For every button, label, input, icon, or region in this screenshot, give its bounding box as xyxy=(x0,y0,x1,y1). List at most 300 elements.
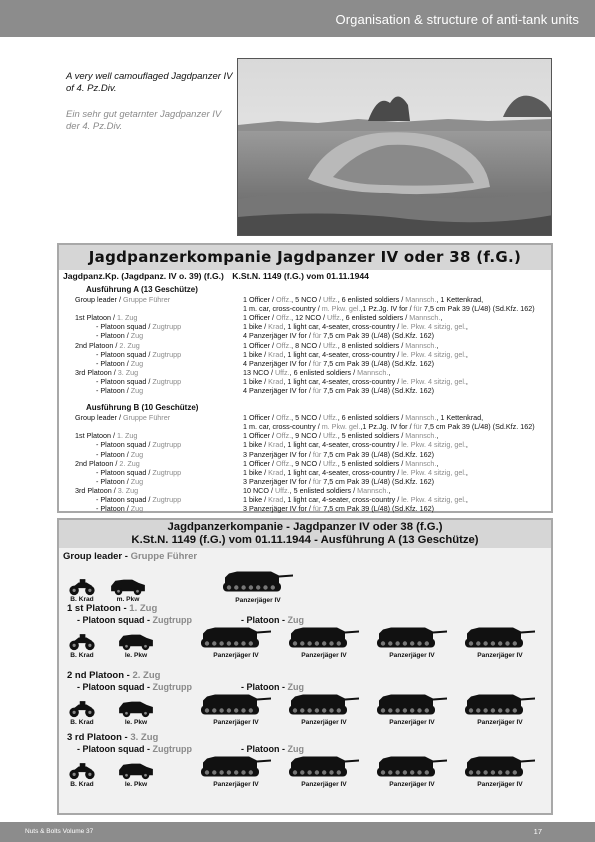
detail-segment: , 5 enlisted soldiers / xyxy=(337,458,406,468)
row-label xyxy=(75,413,170,422)
row-label-de: 3. Zug xyxy=(117,367,139,377)
camouflaged-jagdpanzer-photo xyxy=(237,58,552,236)
page-number: 17 xyxy=(533,827,542,836)
detail-segment: 1 bike / xyxy=(243,349,269,359)
table-row xyxy=(59,350,551,359)
detail-segment: , 12 NCO / xyxy=(291,313,328,323)
row-label-separator: / xyxy=(146,376,153,386)
detail-segment: Offz. xyxy=(276,431,292,441)
platoon-heading xyxy=(67,670,160,681)
detail-segment: , 8 enlisted soldiers / xyxy=(337,340,406,350)
row-label-de: 2. Zug xyxy=(119,340,140,350)
row-label-en: - Platoon xyxy=(96,449,125,459)
platoon-squad-label-de: Zugtrupp xyxy=(152,744,192,754)
detail-segment: Mannsch. xyxy=(357,367,389,377)
panzerjaeger-iv-icon xyxy=(221,566,295,601)
detail-segment: 1 bike / xyxy=(243,322,269,332)
row-label xyxy=(96,377,181,386)
row-label xyxy=(75,431,137,440)
detail-segment: für xyxy=(312,331,322,341)
row-label-de: 1. Zug xyxy=(116,431,138,441)
vehicle-label: B. Krad xyxy=(70,719,94,726)
row-detail xyxy=(243,477,434,486)
row-label xyxy=(96,359,143,368)
detail-segment: Offz. xyxy=(276,313,292,323)
detail-segment: 7,5 cm Pak 39 (L/48) (Sd.Kfz. 162) xyxy=(421,304,535,314)
vehicle-label: m. Pkw xyxy=(116,596,140,603)
table-row xyxy=(59,495,551,504)
detail-segment: m. Pkw. gel. xyxy=(321,304,361,314)
detail-segment: , 6 enlisted soldiers / xyxy=(337,295,406,304)
row-label xyxy=(75,459,140,468)
detail-segment: 1 Officer / xyxy=(243,458,277,468)
detail-segment: le. Pkw. 4 sitzig, gel. xyxy=(401,349,466,359)
detail-segment: Mannsch. xyxy=(405,413,437,423)
platoon-heading-en: 2 nd Platoon - xyxy=(67,670,133,681)
platoon-squad-label-de: Zugtrupp xyxy=(152,682,192,692)
detail-segment: 4 Panzerjäger IV for / xyxy=(243,358,313,368)
detail-segment: Krad xyxy=(268,440,284,450)
row-label-separator: / xyxy=(124,358,131,368)
row-detail xyxy=(243,431,438,440)
row-detail xyxy=(243,377,468,386)
row-label-en: - Platoon xyxy=(96,331,125,341)
platoon-heading xyxy=(67,732,158,743)
table-row xyxy=(59,504,551,513)
row-label xyxy=(96,450,143,459)
detail-segment: , 5 enlisted soldiers / xyxy=(337,431,406,441)
table-row xyxy=(59,377,551,386)
kstn-line xyxy=(63,271,375,281)
vehicle-label: Panzerjäger IV xyxy=(389,719,435,726)
detail-segment: , 6 enlisted soldiers / xyxy=(337,413,406,423)
row-label xyxy=(96,468,181,477)
row-detail xyxy=(243,322,468,331)
row-label-separator: / xyxy=(146,349,153,359)
row-label-separator: / xyxy=(124,449,131,459)
vehicle-label: le. Pkw xyxy=(124,652,148,659)
row-detail xyxy=(243,313,442,322)
organisation-table xyxy=(57,243,553,513)
detail-segment: Krad xyxy=(268,495,284,504)
detail-segment: , xyxy=(465,376,468,386)
detail-segment: Krad xyxy=(268,322,284,332)
detail-segment: 1 Officer / xyxy=(243,431,277,441)
row-label-de: Zugtrupp xyxy=(152,495,182,504)
row-label-de: Zug xyxy=(130,386,144,395)
row-label-de: Zug xyxy=(130,476,144,486)
detail-segment: Uffz. xyxy=(327,313,342,323)
photo-caption-english: A very well camouflaged Jagdpanzer IV of 4. Pz.Div. xyxy=(66,71,233,94)
group-leader-heading xyxy=(63,551,197,562)
detail-segment: für xyxy=(312,386,322,395)
row-label-de: Zugtrupp xyxy=(152,322,182,332)
detail-segment: , 1 Kettenkrad, xyxy=(436,413,484,423)
row-detail xyxy=(243,386,434,395)
detail-segment: ,1 Pz.Jg. IV for / xyxy=(360,304,414,314)
detail-segment: 7,5 cm Pak 39 (L/48) (Sd.Kfz. 162) xyxy=(421,422,535,432)
row-detail xyxy=(243,359,434,368)
row-label xyxy=(96,350,181,359)
row-label xyxy=(96,495,181,504)
platoon-label-de: Zug xyxy=(287,615,304,625)
detail-segment: , 6 enlisted soldiers / xyxy=(289,367,358,377)
vehicle-label: Panzerjäger IV xyxy=(389,652,435,659)
chart-title-line2: K.St.N. 1149 (f.G.) vom 01.11.1944 - Ausführung A (13 Geschütze) xyxy=(131,534,479,546)
table-row xyxy=(59,459,551,468)
detail-segment: , 9 NCO / xyxy=(291,431,324,441)
row-label xyxy=(96,322,181,331)
vehicle-label: Panzerjäger IV xyxy=(389,781,435,788)
platoon-squad-heading xyxy=(77,682,192,692)
table-row xyxy=(59,431,551,440)
vehicle-label: Panzerjäger IV xyxy=(301,652,347,659)
detail-segment: für xyxy=(312,358,322,368)
detail-segment: m. Pkw. gel. xyxy=(321,422,361,432)
row-detail xyxy=(243,422,535,431)
table-row xyxy=(59,295,551,304)
row-label-de: 2. Zug xyxy=(119,458,140,468)
row-label-separator: / xyxy=(124,476,131,486)
detail-segment: 1 bike / xyxy=(243,376,269,386)
row-detail xyxy=(243,440,468,449)
detail-segment: le. Pkw. 4 sitzig, gel. xyxy=(401,495,466,504)
detail-segment: 7,5 cm Pak 39 (L/48) (Sd.Kfz. 162) xyxy=(321,331,434,341)
row-label xyxy=(75,486,138,495)
row-label-de: Zugtrupp xyxy=(152,376,182,386)
detail-segment: , xyxy=(465,349,468,359)
platoon-heading-de: 2. Zug xyxy=(132,670,161,681)
detail-segment: Offz. xyxy=(276,295,292,304)
vehicle-label: Panzerjäger IV xyxy=(213,719,259,726)
row-label-en: - Platoon squad xyxy=(96,467,147,477)
row-detail xyxy=(243,468,468,477)
row-label xyxy=(75,341,140,350)
table-title: Jagdpanzerkompanie Jagdpanzer IV oder 38 (f.G.) xyxy=(59,245,551,270)
vehicle-label: B. Krad xyxy=(70,596,94,603)
detail-segment: Mannsch. xyxy=(405,458,437,468)
detail-segment: 4 Panzerjäger IV for / xyxy=(243,386,313,395)
row-label-en: - Platoon squad xyxy=(96,440,147,450)
vehicle-label: le. Pkw xyxy=(124,719,148,726)
row-label-separator: / xyxy=(146,467,153,477)
row-label-separator: / xyxy=(146,440,153,450)
platoon-squad-heading xyxy=(77,615,192,625)
detail-segment: , xyxy=(465,467,468,477)
row-label-en: 2nd Platoon xyxy=(75,340,114,350)
platoon-heading xyxy=(67,603,157,614)
detail-segment: , xyxy=(465,440,468,450)
row-label-separator: / xyxy=(124,386,131,395)
row-label-en: Group leader xyxy=(75,295,117,304)
detail-segment: Uffz. xyxy=(323,340,338,350)
row-detail xyxy=(243,495,468,504)
row-label-separator: / xyxy=(111,367,118,377)
detail-segment: , 1 light car, 4-seater, cross-country / xyxy=(283,495,402,504)
row-label-en: - Platoon squad xyxy=(96,349,147,359)
table-row xyxy=(59,331,551,340)
detail-segment: Krad xyxy=(268,467,284,477)
row-label-de: 1. Zug xyxy=(116,313,138,323)
row-label-de: Zug xyxy=(130,504,144,514)
row-label-separator: / xyxy=(116,413,123,423)
detail-segment: für xyxy=(312,476,322,486)
row-label-en: - Platoon xyxy=(96,504,125,514)
page-footer xyxy=(0,822,595,842)
detail-segment: , xyxy=(436,340,439,350)
row-label xyxy=(96,386,143,395)
row-label-en: 1st Platoon xyxy=(75,431,111,441)
platoon-heading-en: 3 rd Platoon - xyxy=(67,732,131,743)
vehicle-label: Panzerjäger IV xyxy=(477,652,523,659)
detail-segment: Uffz. xyxy=(323,458,338,468)
table-row xyxy=(59,468,551,477)
detail-segment: 3 Panzerjäger IV for / xyxy=(243,504,313,514)
row-label-separator: / xyxy=(146,495,153,504)
vehicle-label: B. Krad xyxy=(70,652,94,659)
row-label xyxy=(96,440,181,449)
detail-segment: für xyxy=(312,504,322,514)
platoon-label: - Platoon - xyxy=(241,744,288,754)
row-label-en: - Platoon xyxy=(96,476,125,486)
table-row xyxy=(59,341,551,350)
platoon-label-de: Zug xyxy=(287,744,304,754)
detail-segment: 1 Officer / xyxy=(243,313,277,323)
row-label-de: Zugtrupp xyxy=(152,440,182,450)
detail-segment: le. Pkw. 4 sitzig, gel. xyxy=(401,440,466,450)
platoon-label-de: Zug xyxy=(287,682,304,692)
detail-segment: 1 bike / xyxy=(243,467,269,477)
detail-segment: 7,5 cm Pak 39 (L/48) (Sd.Kfz. 162) xyxy=(321,358,434,368)
group-leader-label-de: Gruppe Führer xyxy=(130,551,198,562)
table-row xyxy=(59,413,551,422)
vehicle-label: Panzerjäger IV xyxy=(213,781,259,788)
row-label xyxy=(96,331,143,340)
chart-title-line1: Jagdpanzerkompanie - Jagdpanzer IV oder 38 (f.G.) xyxy=(167,521,443,533)
row-detail xyxy=(243,341,438,350)
detail-segment: Offz. xyxy=(276,340,292,350)
table-row xyxy=(59,322,551,331)
row-label-en: 3rd Platoon xyxy=(75,367,112,377)
row-label-separator: / xyxy=(124,504,131,514)
detail-segment: le. Pkw. 4 sitzig, gel. xyxy=(401,376,466,386)
detail-segment: , 1 light car, 4-seater, cross-country / xyxy=(283,322,402,332)
row-label-de: Zug xyxy=(130,331,144,341)
detail-segment: , 5 NCO / xyxy=(291,295,324,304)
detail-segment: , 8 NCO / xyxy=(291,340,324,350)
organisation-chart xyxy=(57,518,553,815)
detail-segment: für xyxy=(312,449,322,459)
table-row xyxy=(59,450,551,459)
row-label-en: - Platoon xyxy=(96,386,125,395)
detail-segment: 4 Panzerjäger IV for / xyxy=(243,331,313,341)
detail-segment: Uffz. xyxy=(274,367,290,377)
detail-segment: 1 Officer / xyxy=(243,413,277,423)
detail-segment: 7,5 cm Pak 39 (L/48) (Sd.Kfz. 162) xyxy=(321,476,434,486)
table-row xyxy=(59,368,551,377)
vehicle-label: B. Krad xyxy=(70,781,94,788)
row-label-separator: / xyxy=(113,458,120,468)
detail-segment: Uffz. xyxy=(274,485,290,495)
row-label-de: 3. Zug xyxy=(117,485,139,495)
detail-segment: Mannsch. xyxy=(357,485,389,495)
row-detail xyxy=(243,350,468,359)
footer-publication: Nuts & Bolts Volume 37 xyxy=(25,828,94,835)
platoon-squad-label: - Platoon squad - xyxy=(77,744,153,754)
row-detail xyxy=(243,450,434,459)
row-detail xyxy=(243,304,535,313)
row-label-separator: / xyxy=(111,485,118,495)
detail-segment: für xyxy=(413,304,422,314)
section-heading: Ausführung B (10 Geschütze) xyxy=(86,403,199,413)
row-label-de: Zugtrupp xyxy=(152,349,182,359)
platoon-squad-label-de: Zugtrupp xyxy=(152,615,192,625)
chart-title xyxy=(59,520,551,548)
row-label xyxy=(75,295,170,304)
group-leader-label: Group leader - xyxy=(63,551,131,562)
row-label-separator: / xyxy=(113,340,120,350)
detail-segment: Offz. xyxy=(276,458,292,468)
detail-segment: 1 m. car, cross-country / xyxy=(243,304,322,314)
row-detail xyxy=(243,486,390,495)
detail-segment: le. Pkw. 4 sitzig, gel. xyxy=(401,322,466,332)
detail-segment: , xyxy=(436,431,439,441)
detail-segment: , xyxy=(436,458,439,468)
platoon-squad-label: - Platoon squad - xyxy=(77,682,153,692)
detail-segment: , 1 Kettenkrad, xyxy=(436,295,484,304)
detail-segment: , 5 NCO / xyxy=(291,413,324,423)
row-label-de: Zugtrupp xyxy=(152,467,182,477)
detail-segment: , 1 light car, 4-seater, cross-country / xyxy=(283,440,402,450)
detail-segment: , 1 light car, 4-seater, cross-country / xyxy=(283,467,402,477)
page-header xyxy=(0,0,595,37)
row-label-en: - Platoon squad xyxy=(96,495,147,504)
platoon-heading-en: 1 st Platoon - xyxy=(67,603,130,614)
row-label-en: - Platoon squad xyxy=(96,376,147,386)
platoon-heading-de: 3. Zug xyxy=(130,732,159,743)
platoon-squad-label: - Platoon squad - xyxy=(77,615,153,625)
row-label-separator: / xyxy=(110,431,117,441)
kstn-reference: K.St.N. 1149 (f.G.) vom 01.11.1944 xyxy=(232,271,369,281)
row-label-separator: / xyxy=(146,322,153,332)
table-row xyxy=(59,440,551,449)
detail-segment: 3 Panzerjäger IV for / xyxy=(243,476,313,486)
detail-segment: Mannsch. xyxy=(405,340,437,350)
header-title: Organisation & structure of anti-tank units xyxy=(335,12,579,27)
vehicle-label: Panzerjäger IV xyxy=(301,781,347,788)
platoon-label: - Platoon - xyxy=(241,615,288,625)
vehicle-label: Panzerjäger IV xyxy=(301,719,347,726)
table-row xyxy=(59,386,551,395)
detail-segment: Uffz. xyxy=(323,295,338,304)
table-row xyxy=(59,304,551,313)
row-label-en: Group leader xyxy=(75,413,117,423)
detail-segment: 1 bike / xyxy=(243,495,269,504)
platoon-squad-heading xyxy=(77,744,192,754)
row-label-en: - Platoon squad xyxy=(96,322,147,332)
table-row xyxy=(59,477,551,486)
detail-segment: , xyxy=(388,485,391,495)
detail-segment: 7,5 cm Pak 39 (L/48) (Sd.Kfz. 162) xyxy=(321,504,434,514)
detail-segment: , 1 light car, 4-seater, cross-country / xyxy=(283,376,402,386)
detail-segment: 7,5 cm Pak 39 (L/48) (Sd.Kfz. 162) xyxy=(321,386,434,395)
row-label-en: 2nd Platoon xyxy=(75,458,114,468)
table-row xyxy=(59,422,551,431)
detail-segment: le. Pkw. 4 sitzig, gel. xyxy=(401,467,466,477)
row-label-separator: / xyxy=(110,313,117,323)
row-detail xyxy=(243,504,434,513)
row-label-separator: / xyxy=(116,295,123,304)
photo-caption-german: Ein sehr gut getarnter Jagdpanzer IV der 4. Pz.Div. xyxy=(66,109,222,132)
row-label xyxy=(96,504,143,513)
detail-segment: Mannsch. xyxy=(409,313,441,323)
row-label xyxy=(96,477,143,486)
detail-segment: 1 m. car, cross-country / xyxy=(243,422,322,432)
row-label-de: Gruppe Führer xyxy=(122,295,171,304)
row-detail xyxy=(243,368,390,377)
detail-segment: 1 Officer / xyxy=(243,340,277,350)
detail-segment: , 1 light car, 4-seater, cross-country / xyxy=(283,349,402,359)
detail-segment: 1 bike / xyxy=(243,440,269,450)
detail-segment: , 6 enlisted soldiers / xyxy=(341,313,410,323)
row-label-separator: / xyxy=(124,331,131,341)
detail-segment: 10 NCO / xyxy=(243,485,275,495)
detail-segment: Mannsch. xyxy=(405,295,437,304)
kstn-unit: Jagdpanz.Kp. (Jagdpanz. IV o. 39) (f.G.) xyxy=(63,271,224,281)
detail-segment: 3 Panzerjäger IV for / xyxy=(243,449,313,459)
vehicle-label: le. Pkw xyxy=(124,781,148,788)
row-label xyxy=(75,368,138,377)
vehicle-label: Panzerjäger IV xyxy=(477,719,523,726)
table-row xyxy=(59,486,551,495)
detail-segment: Offz. xyxy=(276,413,292,423)
row-label-de: Zug xyxy=(130,449,144,459)
row-label xyxy=(75,313,137,322)
detail-segment: Uffz. xyxy=(323,413,338,423)
detail-segment: , xyxy=(465,495,468,504)
detail-segment: 13 NCO / xyxy=(243,367,275,377)
row-detail xyxy=(243,331,434,340)
vehicle-label: Panzerjäger IV xyxy=(213,652,259,659)
detail-segment: für xyxy=(413,422,422,432)
row-label-en: 1st Platoon xyxy=(75,313,111,323)
row-label-de: Zug xyxy=(130,358,144,368)
detail-segment: Krad xyxy=(268,349,284,359)
row-detail xyxy=(243,413,483,422)
table-row xyxy=(59,359,551,368)
section-heading: Ausführung A (13 Geschütze) xyxy=(86,285,198,294)
detail-segment: , xyxy=(440,313,443,323)
row-label-en: 3rd Platoon xyxy=(75,485,112,495)
detail-segment: ,1 Pz.Jg. IV for / xyxy=(360,422,414,432)
detail-segment: Mannsch. xyxy=(405,431,437,441)
table-row xyxy=(59,313,551,322)
detail-segment: , 5 enlisted soldiers / xyxy=(289,485,358,495)
detail-segment: 1 Officer / xyxy=(243,295,277,304)
row-label-en: - Platoon xyxy=(96,358,125,368)
detail-segment: , xyxy=(465,322,468,332)
vehicle-label: Panzerjäger IV xyxy=(477,781,523,788)
row-detail xyxy=(243,459,438,468)
platoon-heading-de: 1. Zug xyxy=(129,603,158,614)
vehicle-label: Panzerjäger IV xyxy=(235,597,281,604)
detail-segment: Uffz. xyxy=(323,431,338,441)
detail-segment: , 9 NCO / xyxy=(291,458,324,468)
row-detail xyxy=(243,295,483,304)
detail-segment: 7,5 cm Pak 39 (L/48) (Sd.Kfz. 162) xyxy=(321,449,434,459)
detail-segment: Krad xyxy=(268,376,284,386)
platoon-label: - Platoon - xyxy=(241,682,288,692)
